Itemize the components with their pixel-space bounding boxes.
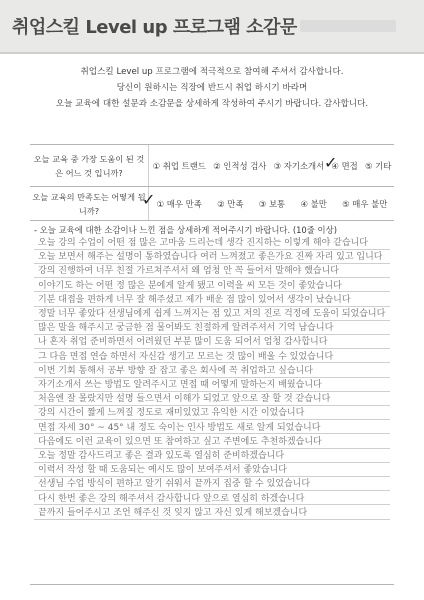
header-band [0, 0, 424, 52]
essay-answer-area[interactable] [34, 236, 390, 576]
handwritten-line: 나 혼자 취업 준비하면서 어려웠던 부분 많이 도움 되어서 엄청 감사합니다 [38, 337, 328, 348]
option-career-trend[interactable]: ① 취업 트랜드 [152, 161, 206, 171]
option-aptitude-test[interactable]: ② 인적성 검사 [213, 161, 267, 171]
handwritten-line: 자기소개서 쓰는 방법도 알려주시고 면접 때 어떻게 말하는지 배웠습니다 [38, 380, 322, 391]
option-self-intro[interactable]: ③ 자기소개서 [273, 161, 325, 171]
handwritten-line: 오늘 강의 수업이 어떤 점 많은 고마움 드리는데 생각 진지하는 이렇게 해야 같습니다 [38, 238, 368, 248]
essay-prompt: - 오늘 교육에 대한 소감이나 느낀 점을 상세하게 적어주시기 바랍니다. (10줄 이상) [34, 225, 337, 235]
handwritten-line: 그 다음 면접 연습 하면서 자신감 생기고 모르는 것 많이 배울 수 있었습니다 [38, 351, 334, 362]
handwritten-line: 정말 너무 좋았다 선생님에게 쉽게 느껴지는 점 있고 저의 진로 걱정에 도움이 되었습니다 [38, 309, 386, 320]
option-interview[interactable]: ④ 면접 [331, 161, 358, 171]
options-group-2 [148, 187, 395, 221]
handwritten-line: 이력서 작성 할 때 도움되는 예시도 많이 보여주셔서 좋았습니다 [38, 465, 287, 476]
checkmark-icon: ✓ [142, 190, 156, 209]
handwritten-line: 오늘 보면서 해주는 설명이 통하였습니다 여러 느껴졌고 좋은가요 진짜 자리 있고 입니다 [38, 252, 383, 263]
handwritten-line: 선생님 수업 방식이 편하고 알기 쉬워서 끝까지 집중 할 수 있었습니다 [38, 479, 311, 490]
handwritten-line: 강의 시간이 짧게 느껴질 정도로 재미있었고 유익한 시간 이었습니다 [38, 408, 305, 419]
handwritten-line: 처음엔 잘 몰랐지만 설명 들으면서 이해가 되었고 앞으로 잘 할 것 같습니다 [38, 394, 331, 405]
question-text: 오늘 교육 중 가장 도움이 된 것은 어느 것 입니까? [33, 154, 145, 178]
option-neutral[interactable]: ③ 보통 [258, 199, 286, 209]
handwritten-line: 이야기도 하는 어떤 정 많은 분에게 알게 됐고 이력을 씨 모든 것이 좋았습니다 [38, 280, 342, 291]
option-satisfied[interactable]: ② 만족 [217, 199, 244, 209]
handwritten-line: 오늘 정말 감사드리고 좋은 결과 있도록 열심히 준비하겠습니다 [38, 451, 285, 462]
question-row-2 [30, 186, 394, 221]
intro-line: 취업스킬 Level up 프로그램에 적극적으로 참여해 주셔서 감사합니다. [80, 67, 344, 77]
handwritten-line: 다시 한번 좋은 강의 해주셔서 감사합니다 앞으로 열심히 하겠습니다 [38, 493, 305, 504]
options-group-1 [148, 145, 395, 187]
handwritten-line: 끝까지 들어주시고 조언 해주신 것 잊지 않고 자신 있게 해보겠습니다 [38, 507, 308, 518]
handwritten-line: 강의 진행하여 너무 친절 가르쳐주셔서 왜 엄청 안 꼭 들어서 말해야 했습니다 [38, 266, 339, 277]
question-text: 오늘 교육의 만족도는 어떻게 됩니까? [32, 192, 146, 216]
handwritten-line: 면접 자세 30° ~ 45° 내 정도 숙이는 인사 방법도 새로 알게 되었습니다 [38, 422, 321, 433]
option-very-dissatisfied[interactable]: ⑤ 매우 불만 [342, 199, 388, 209]
intro-line: 당신이 원하시는 직장에 반드시 취업 하시기 바라며 [116, 83, 308, 93]
bottom-border [30, 584, 394, 585]
option-very-satisfied[interactable]: ① 매우 만족 [156, 199, 202, 209]
document-title: 취업스킬 Level up 프로그램 소감문 [12, 17, 297, 38]
redacted-name-field [300, 20, 396, 32]
checkmark-icon: ✓ [324, 153, 338, 172]
intro-line: 오늘 교육에 대한 설문과 소감문을 상세하게 작성하여 주시기 바랍니다. 감사합니다. [55, 99, 369, 109]
handwritten-line: 다음에도 이런 교육이 있으면 또 참여하고 싶고 주변에도 추천하겠습니다 [38, 436, 322, 447]
option-dissatisfied[interactable]: ④ 불만 [300, 199, 327, 209]
handwritten-line: 이번 기회 통해서 공부 방향 잘 잡고 좋은 회사에 꼭 취업하고 싶습니다 [38, 365, 313, 376]
option-other[interactable]: ⑤ 기타 [364, 161, 392, 171]
handwritten-line: 많은 말을 해주시고 궁금한 점 물어봐도 친절하게 알려주셔서 기억 남습니다 [38, 323, 334, 334]
handwritten-answer [38, 236, 390, 520]
intro-text [0, 64, 424, 112]
header-divider [0, 52, 424, 54]
table-bottom-border [30, 220, 394, 221]
question-row-1 [30, 144, 394, 187]
handwritten-line: 기분 대접을 편하게 너무 잘 해주셨고 제가 배운 점 많이 있어서 생각이 났습니다 [38, 294, 351, 305]
